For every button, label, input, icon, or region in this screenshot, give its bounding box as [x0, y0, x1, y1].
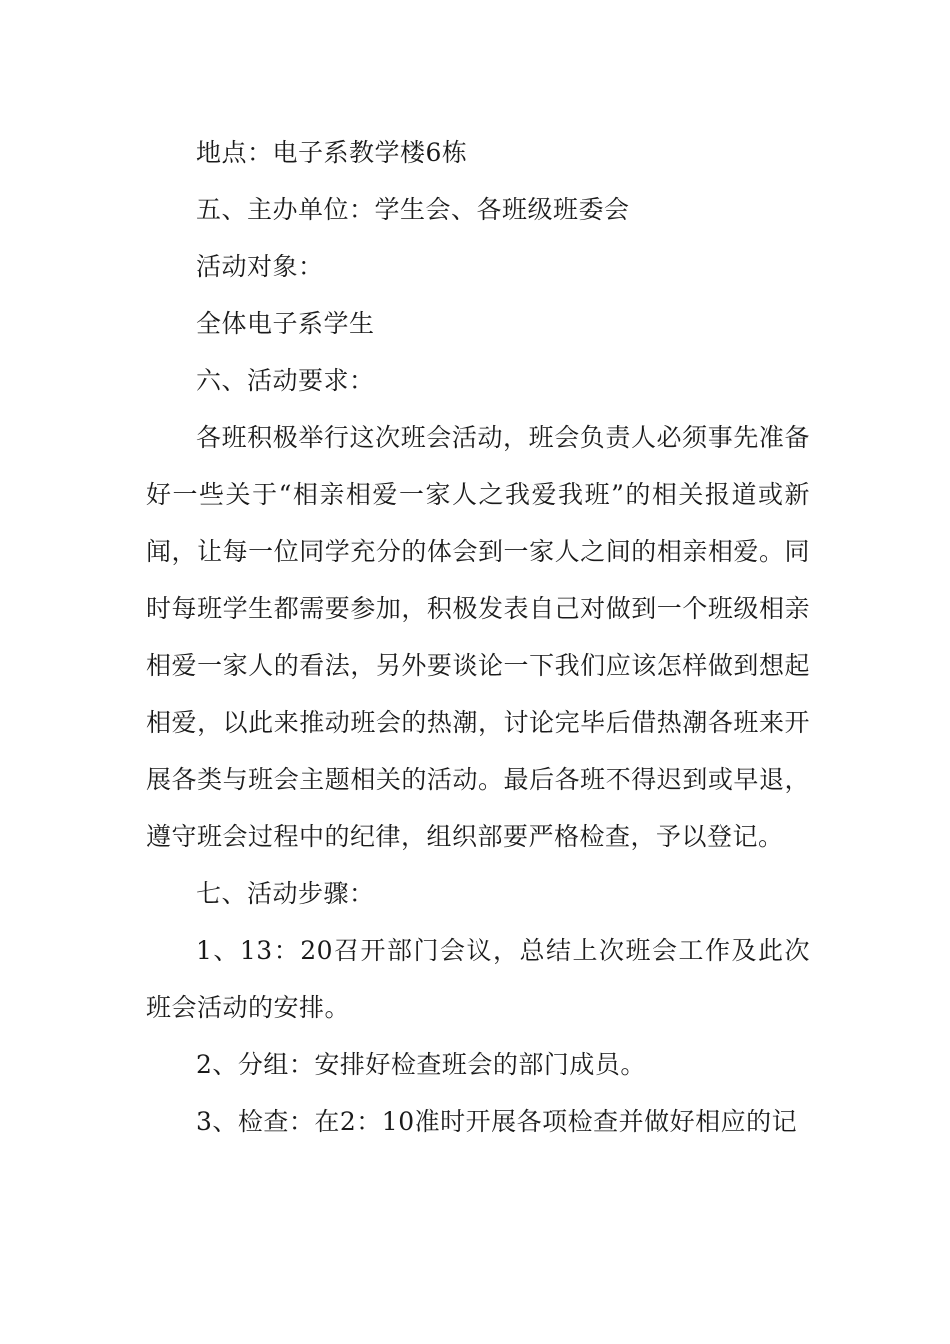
- paragraph-audience-heading: 活动对象：: [196, 252, 324, 281]
- paragraph-requirements: 各班积极举行这次班会活动，班会负责人必须事先准备好一些关于“相亲相爱一家人之我爱我班”的相关报道或新闻，让每一位同学充分的体会到一家人之间的相亲相爱。同时每班学生都需要参加，积极发表自己对做到一个班级相亲相爱一家人的看法，另外要谈论一下我们应该怎样做到想起相爱，以此来推动班会的热潮，讨论完毕后借热潮各班来开展各类与班会主题相关的活动。最后各班不得迟到或早退，遵守班会过程中的纪律，组织部要严格检查，予以登记。: [146, 423, 810, 851]
- paragraph-audience: 全体电子系学生: [196, 309, 375, 338]
- paragraph-requirements-heading: 六、活动要求：: [196, 366, 375, 395]
- paragraph-step-2: 2、分组：安排好检查班会的部门成员。: [196, 1050, 646, 1079]
- paragraph-steps-heading: 七、活动步骤：: [196, 879, 375, 908]
- document-body: [146, 124, 810, 1150]
- paragraph-step-1: 1、13：20召开部门会议，总结上次班会工作及此次班会活动的安排。: [146, 936, 810, 1022]
- paragraph-organizer: 五、主办单位：学生会、各班级班委会: [196, 195, 630, 224]
- paragraph-step-3: 3、检查：在2：10准时开展各项检查并做好相应的记: [196, 1107, 798, 1136]
- paragraph-location: 地点：电子系教学楼6栋: [196, 138, 468, 167]
